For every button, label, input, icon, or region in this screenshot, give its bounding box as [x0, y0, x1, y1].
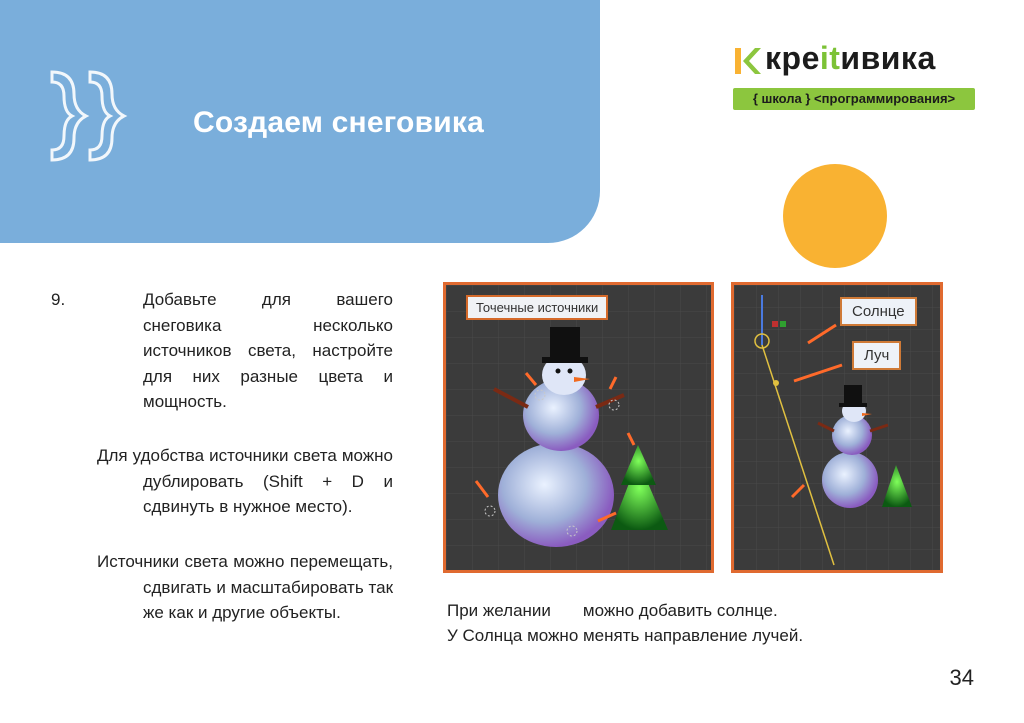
caption-line2: У Солнца можно менять направление лучей. [447, 626, 804, 645]
step-text: Добавьте для вашего снеговика несколько источников света, настройте для них разные цвета и мощность. [143, 290, 393, 412]
tip-transform: Источники света можно перемещать, сдвигать и масштабировать так же как и другие объекты. [97, 552, 393, 623]
caption [447, 598, 803, 648]
screenshot-point-lights [443, 282, 714, 573]
callout-sun: Солнце [840, 297, 917, 326]
logo [731, 40, 981, 115]
header-panel [0, 0, 600, 243]
logo-wordmark: креitивика [765, 40, 936, 76]
callout-point-lights: Точечные источники [466, 295, 608, 320]
screenshot-sun-light [731, 282, 943, 573]
page-title: Создаем снеговика [193, 106, 484, 139]
quote-icon [44, 66, 164, 166]
logo-tagline: { школа } <программирования> [733, 88, 975, 110]
step-instruction [51, 287, 393, 415]
caption-line1-part1: При желании [447, 601, 551, 620]
snowman-scene-image [446, 285, 711, 570]
caption-line1-part2: можно добавить солнце. [582, 601, 778, 620]
callout-ray: Луч [852, 341, 901, 370]
page-number: 34 [949, 665, 974, 690]
step-number: 9. [51, 290, 66, 309]
tip-duplicate: Для удобства источники света можно дублировать (Shift + D и сдвинуть в нужное место). [97, 446, 393, 517]
sun-scene-image [734, 285, 940, 570]
decorative-circle [783, 164, 887, 268]
logo-k-icon [733, 46, 761, 76]
